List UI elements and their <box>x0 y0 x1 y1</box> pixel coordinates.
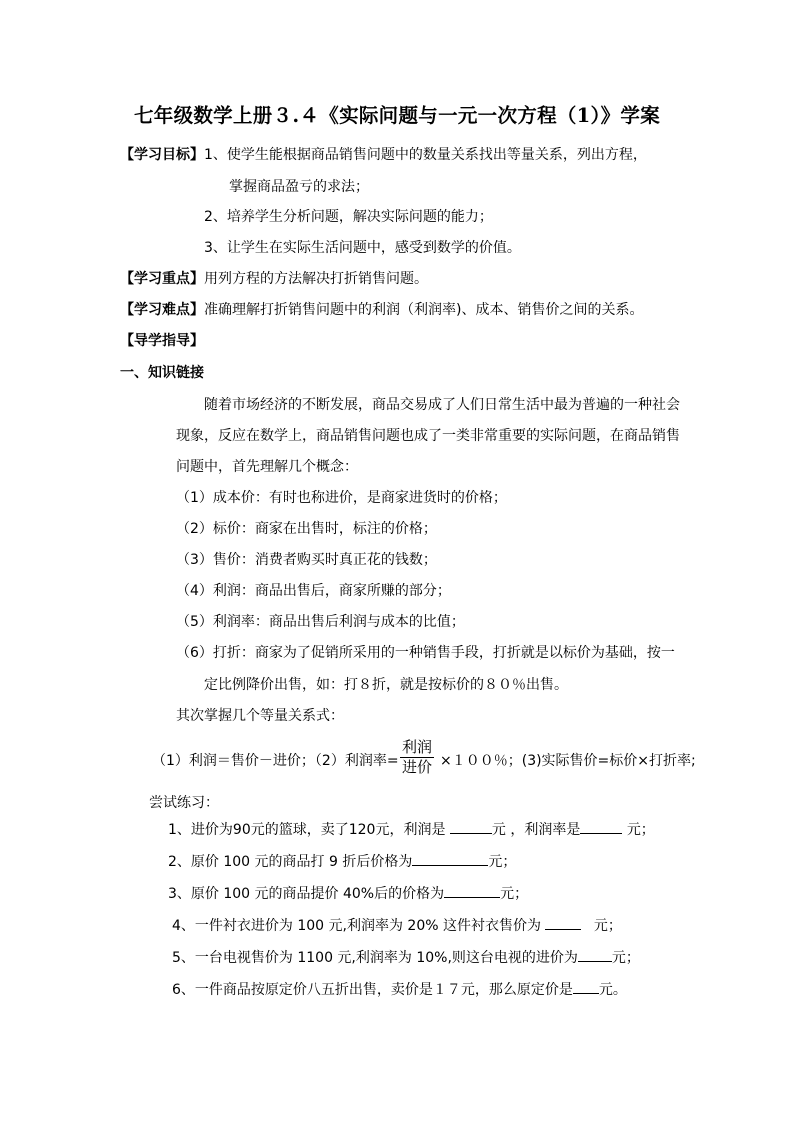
difficulty-text: 准确理解打折销售问题中的利润（利润率)、成本、销售价之间的关系。 <box>204 302 644 318</box>
fraction-numerator: 利润 <box>402 738 433 756</box>
question-text: 元 ，利润率是 <box>491 822 581 838</box>
intro-line-3: 问题中，首先理解几个概念： <box>176 459 358 475</box>
answer-blank[interactable] <box>545 928 581 930</box>
question-text: 3、原价 100 元的商品提价 40%后的价格为 <box>168 886 445 902</box>
answer-blank[interactable] <box>444 896 500 898</box>
key-point-text: 用列方程的方法解决打折销售问题。 <box>204 271 428 287</box>
answer-blank[interactable] <box>573 992 599 994</box>
practice-question-1 <box>168 823 655 837</box>
answer-blank[interactable] <box>578 960 612 962</box>
question-text: 5、一台电视售价为 1100 元,利润率为 10%,则这台电视的进价为 <box>172 950 578 966</box>
concept-item: （2）标价：商家在出售时，标注的价格； <box>176 521 437 537</box>
question-text: 元； <box>626 822 655 838</box>
concept-item: （1）成本价：有时也称进价，是商家进货时的价格； <box>176 490 507 506</box>
answer-blank[interactable] <box>580 832 622 834</box>
concept-item-cont: 定比例降价出售，如：打８折，就是按标价的８０％出售。 <box>204 677 568 693</box>
answer-blank[interactable] <box>412 864 488 866</box>
question-text: 元。 <box>598 982 627 998</box>
concept-item: （4）利润：商品出售后，商家所赚的部分； <box>176 583 451 599</box>
objective-item-1-cont: 掌握商品盈亏的求法； <box>229 179 369 195</box>
practice-question-4 <box>172 919 622 933</box>
question-text: 元； <box>593 918 622 934</box>
guide-label: 【导学指导】 <box>120 333 204 349</box>
intro-line-2: 现象，反应在数学上，商品销售问题也成了一类非常重要的实际问题，在商品销售 <box>176 428 680 444</box>
practice-question-2 <box>168 855 516 869</box>
question-text: 6、一件商品按原定价八五折出售，卖价是１７元，那么原定价是 <box>172 982 573 998</box>
concept-item: （3）售价：消费者购买时真正花的钱数； <box>176 552 437 568</box>
question-text: 元； <box>488 854 517 870</box>
objective-item-3: 3、让学生在实际生活问题中，感受到数学的价值。 <box>204 240 521 256</box>
key-point-row <box>120 272 428 286</box>
difficulty-label: 【学习难点】 <box>120 302 204 318</box>
page-title: 七年级数学上册３.４《实际问题与一元一次方程（1）》学案 <box>133 104 660 127</box>
profit-rate-fraction <box>400 740 434 775</box>
practice-question-3 <box>168 887 528 901</box>
question-text: 元； <box>500 886 529 902</box>
question-text: 2、原价 100 元的商品打 9 折后价格为 <box>168 854 413 870</box>
answer-blank[interactable] <box>450 832 492 834</box>
formula-part-2: ×１００％；(3)实际售价=标价×打折率; <box>440 753 696 769</box>
practice-label: 尝试练习： <box>149 795 219 811</box>
concept-item: （5）利润率：商品出售后利润与成本的比值； <box>176 614 465 630</box>
difficulty-row <box>120 303 643 317</box>
intro-line-1: 随着市场经济的不断发展，商品交易成了人们日常生活中最为普遍的一种社会 <box>204 397 680 413</box>
formulas-intro: 其次掌握几个等量关系式： <box>176 708 344 724</box>
question-text: 元； <box>611 950 640 966</box>
question-text: 4、一件衬衣进价为 100 元,利润率为 20% 这件衬衣售价为 <box>172 918 541 934</box>
key-point-label: 【学习重点】 <box>120 271 204 287</box>
objectives-label: 【学习目标】 <box>120 147 204 163</box>
objective-item-1: 1、使学生能根据商品销售问题中的数量关系找出等量关系，列出方程， <box>204 147 647 163</box>
concept-item: （6）打折：商家为了促销所采用的一种销售手段，打折就是以标价为基础，按一 <box>176 645 675 661</box>
practice-question-6 <box>172 983 627 997</box>
formula-part-1: （1）利润＝售价－进价；（2）利润率= <box>152 753 399 769</box>
question-text: 1、进价为90元的篮球，卖了120元，利润是 <box>168 822 446 838</box>
objective-item-2: 2、培养学生分析问题，解决实际问题的能力； <box>204 209 493 225</box>
practice-question-5 <box>172 951 640 965</box>
section-heading-knowledge: 一、知识链接 <box>120 365 204 381</box>
fraction-denominator: 进价 <box>402 758 433 776</box>
objectives-row-1 <box>120 148 647 162</box>
